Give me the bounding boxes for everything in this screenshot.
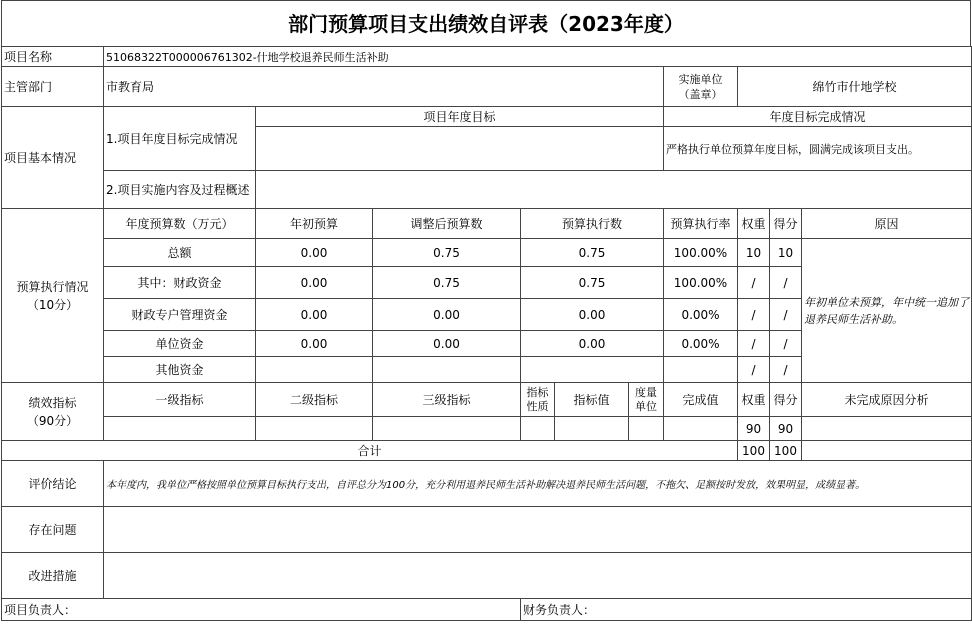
evaluation-row [2, 461, 972, 507]
perf-h-unit-line1: 度量 [635, 385, 657, 399]
budget-adjusted: 0.75 [373, 239, 521, 267]
budget-rate: 0.00% [664, 331, 738, 357]
budget-weight: / [738, 357, 770, 383]
perf-label [2, 383, 104, 441]
department-value: 市教育局 [104, 67, 664, 107]
perf-h-score: 得分 [770, 383, 802, 417]
budget-score: / [770, 299, 802, 331]
budget-h-rate: 预算执行率 [664, 209, 738, 239]
finance-owner-label: 财务负责人： [521, 599, 972, 621]
project-name-label: 项目名称 [2, 47, 104, 67]
perf-score: 90 [770, 417, 802, 441]
perf-reason [802, 417, 972, 441]
budget-row-label: 财政专户管理资金 [104, 299, 256, 331]
department-label: 主管部门 [2, 67, 104, 107]
goal-text [256, 127, 664, 171]
budget-initial: 0.00 [256, 267, 373, 299]
perf-h-level3: 三级指标 [373, 383, 521, 417]
perf-h-level1: 一级指标 [104, 383, 256, 417]
basic-header-row [2, 107, 972, 127]
budget-adjusted: 0.75 [373, 267, 521, 299]
basic-info-label: 项目基本情况 [2, 107, 104, 209]
budget-row-label: 总额 [104, 239, 256, 267]
total-row [2, 441, 972, 461]
budget-row [2, 239, 972, 267]
budget-score: 10 [770, 239, 802, 267]
issues-text [104, 507, 972, 553]
budget-h-score: 得分 [770, 209, 802, 239]
perf-h-level2: 二级指标 [256, 383, 373, 417]
perf-level3 [373, 417, 521, 441]
budget-h-annual: 年度预算数（万元） [104, 209, 256, 239]
perf-h-reason: 未完成原因分析 [802, 383, 972, 417]
project-name-value: 51068322T000006761302-什地学校退养民师生活补助 [104, 47, 972, 67]
perf-h-unit-line2: 单位 [635, 399, 657, 413]
issues-row [2, 507, 972, 553]
perf-nature [521, 417, 555, 441]
perf-h-weight: 权重 [738, 383, 770, 417]
budget-score: / [770, 357, 802, 383]
budget-adjusted: 0.00 [373, 331, 521, 357]
impl-unit-label-line1: 实施单位 [678, 72, 723, 86]
total-weight: 100 [738, 441, 770, 461]
budget-weight: 10 [738, 239, 770, 267]
evaluation-table [1, 46, 972, 621]
perf-h-value: 指标值 [555, 383, 629, 417]
budget-initial [256, 357, 373, 383]
budget-row-label: 其中：财政资金 [104, 267, 256, 299]
perf-weight: 90 [738, 417, 770, 441]
measures-text [104, 553, 972, 599]
basic-row2-text [256, 171, 972, 209]
evaluation-label: 评价结论 [2, 461, 104, 507]
budget-initial: 0.00 [256, 331, 373, 357]
budget-weight: / [738, 299, 770, 331]
perf-label-line2: （90分） [26, 413, 79, 428]
budget-label-line1: 预算执行情况 [16, 279, 89, 294]
budget-rate: 100.00% [664, 267, 738, 299]
budget-reason: 年初单位未预算，年中统一追加了退养民师生活补助。 [802, 239, 972, 383]
budget-weight: / [738, 267, 770, 299]
impl-unit-label-line2: （盖章） [678, 87, 723, 101]
perf-h-nature-line1: 指标 [526, 385, 549, 399]
perf-h-completed: 完成值 [664, 383, 738, 417]
total-label: 合计 [2, 441, 738, 461]
budget-weight: / [738, 331, 770, 357]
perf-level2 [256, 417, 373, 441]
budget-h-initial: 年初预算 [256, 209, 373, 239]
perf-row [2, 417, 972, 441]
goal-header: 项目年度目标 [256, 107, 664, 127]
footer-row [2, 599, 972, 621]
measures-label: 改进措施 [2, 553, 104, 599]
budget-adjusted: 0.00 [373, 299, 521, 331]
budget-rate: 100.00% [664, 239, 738, 267]
project-name-row [2, 47, 972, 67]
impl-unit-label [664, 67, 738, 107]
total-score: 100 [770, 441, 802, 461]
page-title: 部门预算项目支出绩效自评表（2023年度） [1, 0, 971, 46]
budget-executed: 0.75 [521, 239, 664, 267]
perf-level1 [104, 417, 256, 441]
budget-rate [664, 357, 738, 383]
impl-unit-value: 绵竹市什地学校 [738, 67, 972, 107]
perf-value [555, 417, 629, 441]
budget-header-row [2, 209, 972, 239]
budget-h-reason: 原因 [802, 209, 972, 239]
department-row [2, 67, 972, 107]
budget-executed: 0.00 [521, 331, 664, 357]
budget-row-label: 单位资金 [104, 331, 256, 357]
basic-row1-label: 1.项目年度目标完成情况 [104, 107, 256, 171]
complete-header: 年度目标完成情况 [664, 107, 972, 127]
budget-row-label: 其他资金 [104, 357, 256, 383]
project-owner-label: 项目负责人： [2, 599, 521, 621]
total-blank [802, 441, 972, 461]
budget-h-weight: 权重 [738, 209, 770, 239]
perf-label-line1: 绩效指标 [28, 395, 77, 410]
basic-row2-label: 2.项目实施内容及过程概述 [104, 171, 256, 209]
budget-h-adjusted: 调整后预算数 [373, 209, 521, 239]
perf-h-unit [629, 383, 664, 417]
perf-completed [664, 417, 738, 441]
budget-executed: 0.00 [521, 299, 664, 331]
budget-initial: 0.00 [256, 239, 373, 267]
budget-score: / [770, 331, 802, 357]
perf-h-nature [521, 383, 555, 417]
perf-h-nature-line2: 性质 [526, 399, 549, 413]
complete-text: 严格执行单位预算年度目标，圆满完成该项目支出。 [664, 127, 972, 171]
budget-rate: 0.00% [664, 299, 738, 331]
budget-label [2, 209, 104, 383]
budget-initial: 0.00 [256, 299, 373, 331]
perf-unit [629, 417, 664, 441]
budget-adjusted [373, 357, 521, 383]
budget-executed: 0.75 [521, 267, 664, 299]
evaluation-text: 本年度内，我单位严格按照单位预算目标执行支出，自评总分为100分，充分利用退养民师生活补助解决退养民师生活问题，不拖欠、足额按时发放，效果明显，成绩显著。 [104, 461, 972, 507]
issues-label: 存在问题 [2, 507, 104, 553]
basic-row2 [2, 171, 972, 209]
budget-h-executed: 预算执行数 [521, 209, 664, 239]
budget-executed [521, 357, 664, 383]
budget-score: / [770, 267, 802, 299]
budget-label-line2: （10分） [26, 297, 79, 312]
perf-header-row [2, 383, 972, 417]
measures-row [2, 553, 972, 599]
